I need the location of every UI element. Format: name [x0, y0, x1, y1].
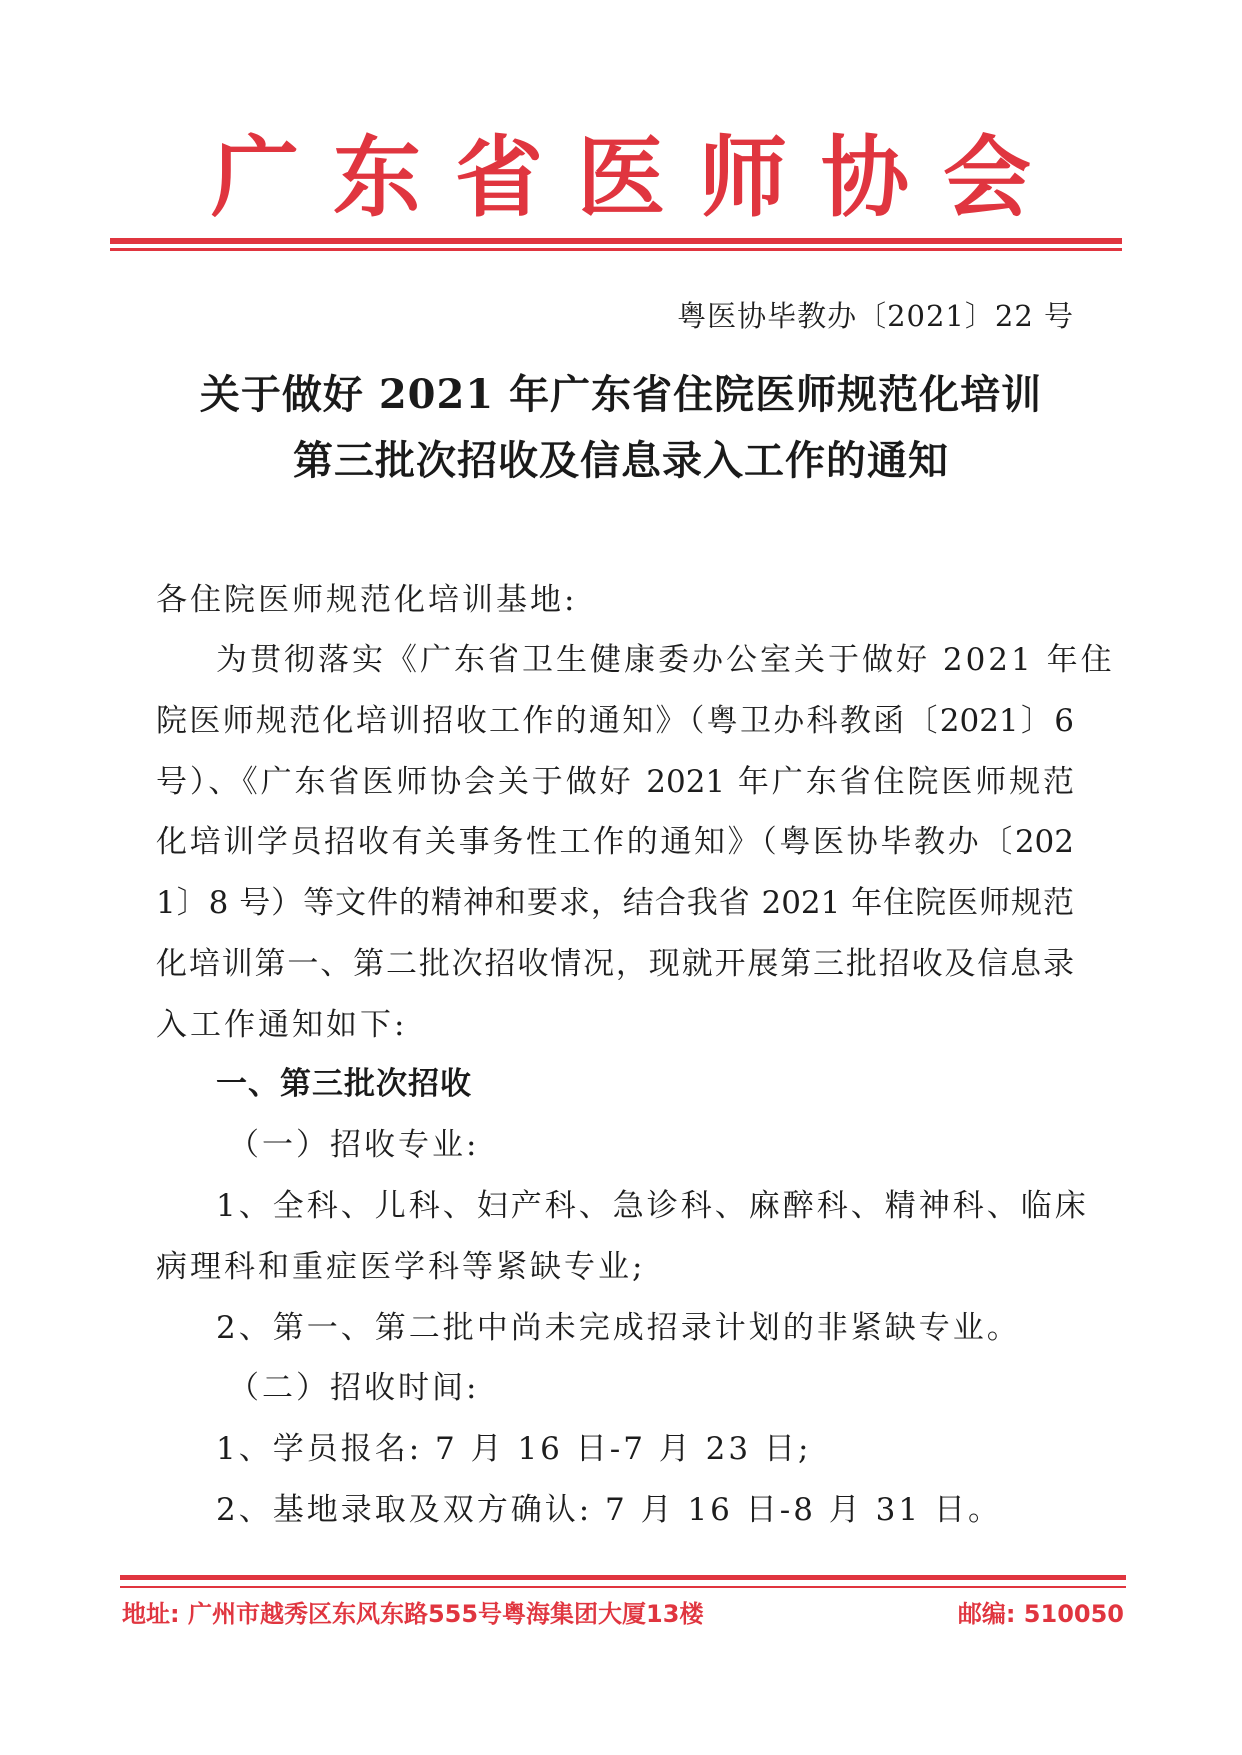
subsection-heading: （一）招收专业: — [228, 1127, 480, 1163]
list-item: 2、第一、第二批中尚未完成招录计划的非紧缺专业。 — [216, 1310, 1021, 1346]
intro-paragraph-line: 入工作通知如下: — [156, 1007, 408, 1043]
footer-rule-thick — [120, 1575, 1126, 1580]
footer-postcode: 邮编: 510050 — [957, 1600, 1124, 1628]
organization-masthead: 广东省医师协会 — [210, 125, 1065, 229]
subsection-heading: （二）招收时间: — [228, 1370, 480, 1406]
footer-rule-thin — [120, 1586, 1126, 1588]
intro-paragraph-line: 号）、《广东省医师协会关于做好 2021 年广东省住院医师规范 — [156, 764, 1074, 800]
list-item: 2、基地录取及双方确认: 7 月 16 日-8 月 31 日。 — [216, 1492, 1002, 1528]
document-title-line-2: 第三批次招收及信息录入工作的通知 — [293, 437, 949, 484]
document-number: 粤医协毕教办〔2021〕22 号 — [677, 299, 1074, 333]
intro-paragraph-line: 1〕8 号）等文件的精神和要求，结合我省 2021 年住院医师规范 — [156, 885, 1074, 921]
salutation: 各住院医师规范化培训基地: — [156, 582, 578, 618]
intro-paragraph-line: 为贯彻落实《广东省卫生健康委办公室关于做好 2021 年住 — [216, 642, 1115, 678]
intro-paragraph-line: 化培训学员招收有关事务性工作的通知》（粤医协毕教办〔202 — [156, 824, 1074, 860]
header-rule-thick — [110, 238, 1122, 244]
intro-paragraph-line: 化培训第一、第二批次招收情况，现就开展第三批招收及信息录 — [156, 946, 1074, 982]
header-rule-thin — [110, 248, 1122, 251]
footer-address: 地址: 广州市越秀区东风东路555号粤海集团大厦13楼 — [122, 1600, 704, 1628]
section-heading: 一、第三批次招收 — [216, 1066, 472, 1102]
intro-paragraph-line: 院医师规范化培训招收工作的通知》（粤卫办科教函〔2021〕6 — [156, 703, 1074, 739]
list-item-line: 病理科和重症医学科等紧缺专业; — [156, 1249, 646, 1285]
list-item: 1、学员报名: 7 月 16 日-7 月 23 日; — [216, 1431, 812, 1467]
document-title-line-1: 关于做好 2021 年广东省住院医师规范化培训 — [199, 371, 1043, 418]
list-item-line: 1、全科、儿科、妇产科、急诊科、麻醉科、精神科、临床 — [216, 1188, 1089, 1224]
